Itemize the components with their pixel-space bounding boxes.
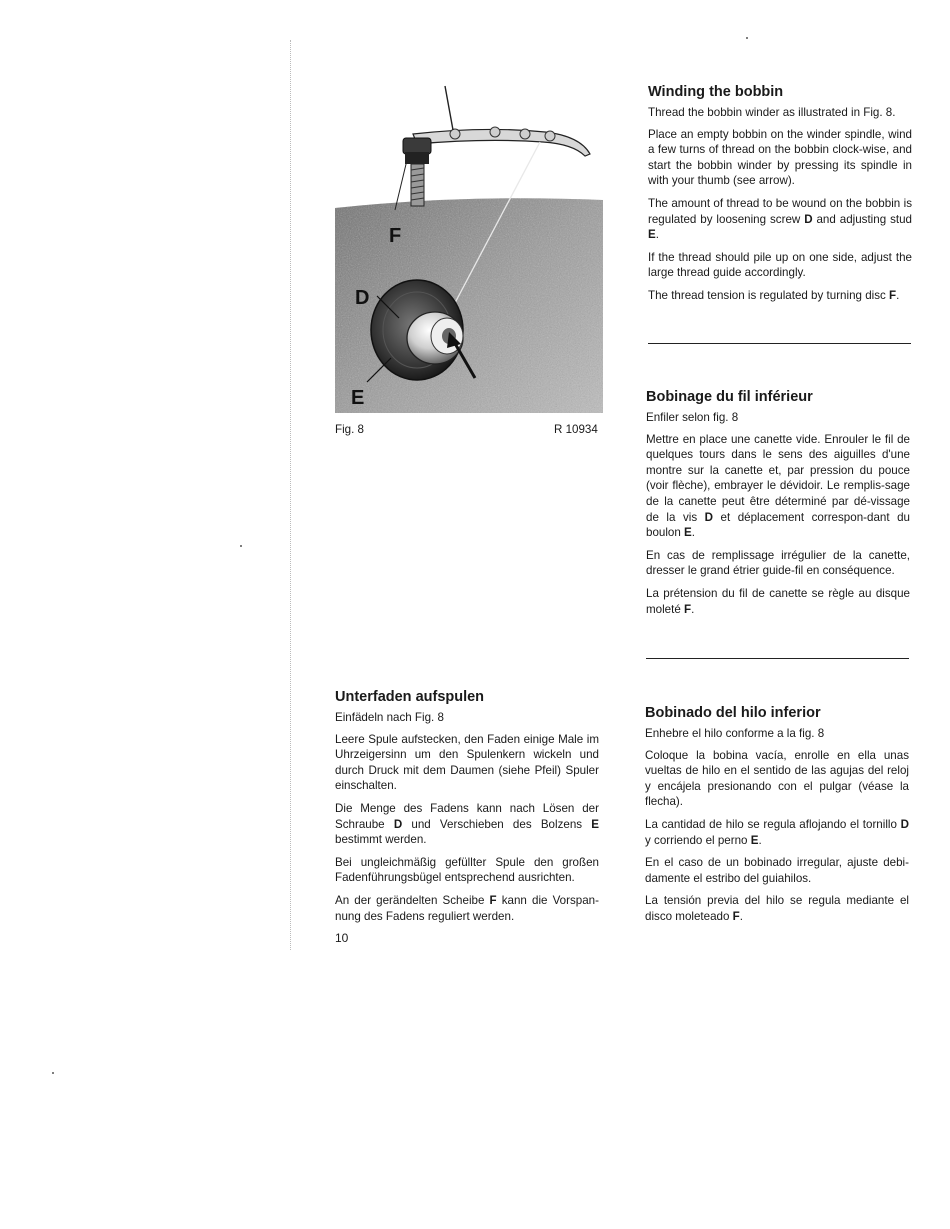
- paragraph: Enfiler selon fig. 8: [646, 411, 739, 424]
- section-divider: [646, 658, 909, 659]
- section-french: [646, 388, 910, 624]
- label-d: D: [355, 287, 370, 309]
- section-title: Unterfaden aufspulen: [335, 689, 485, 705]
- paragraph: La prétension du fil de canette se règle au disque moleté F.: [646, 586, 910, 616]
- knurled-cap: [403, 138, 431, 154]
- section-title: Winding the bobbin: [648, 84, 784, 100]
- bobbin-winder-photo: [335, 82, 603, 413]
- section-title: Bobinage du fil inférieur: [646, 389, 813, 405]
- paragraph: An der gerändelten Scheibe F kann die Vorspan-nung des Fadens reguliert werden.: [335, 893, 599, 923]
- paragraph: Thread the bobbin winder as illustrated in Fig. 8.: [648, 106, 896, 119]
- paragraph: The amount of thread to be wound on the bobbin is regulated by loosening screw D and adjusting stud E.: [648, 196, 912, 242]
- thread-guide-arm: [413, 129, 590, 156]
- figure-reference: R 10934: [554, 423, 598, 436]
- section-title: Bobinado del hilo inferior: [645, 705, 821, 721]
- paragraph: En cas de remplissage irrégulier de la canette, dresser le grand étrier guide-fil en conséquence.: [646, 548, 910, 578]
- paragraph: Die Menge des Fadens kann nach Lösen der Schraube D und Verschieben des Bolzens E bestimmt werden.: [335, 801, 599, 847]
- label-f: F: [389, 225, 402, 247]
- paragraph: Leere Spule aufstecken, den Faden einige Male im Uhrzeigersinn um den Spulenkern wickeln und durch Druck mit dem Daumen (siehe Pfeil) Spuler einschalten.: [335, 732, 599, 793]
- paragraph: If the thread should pile up on one side, adjust the large thread guide accordingly.: [648, 250, 912, 280]
- page-number: 10: [335, 931, 349, 945]
- label-e: E: [351, 387, 365, 409]
- paragraph: Einfädeln nach Fig. 8: [335, 711, 444, 724]
- paragraph: Enhebre el hilo conforme a la fig. 8: [645, 727, 825, 740]
- paragraph: Bei ungleichmäßig gefüllter Spule den großen Fadenführungsbügel entsprechend ausrichten.: [335, 855, 599, 885]
- paragraph: En el caso de un bobinado irregular, ajuste debi-damente el estribo del guiahilos.: [645, 856, 909, 885]
- paragraph: Mettre en place une canette vide. Enrouler le fil de quelques tours dans le sens des aiguilles d'une montre sur la canette et, par pression du pouce (voir flèche), embrayer le dévidoir. Le remplis-sage de la canette peut être déterminé par dé-vissage de la vis D et déplacement correspon-dant du boulon E.: [646, 432, 910, 540]
- paragraph: The thread tension is regulated by turning disc F.: [648, 288, 900, 302]
- paragraph: La cantidad de hilo se regula aflojando el tornillo D y corriendo el perno E.: [645, 817, 909, 847]
- scan-margin-line: [290, 40, 291, 950]
- scan-speck: [240, 545, 242, 547]
- paragraph: Coloque la bobina vacía, enrolle en ella unas vueltas de hilo en el sentido de las agujas del reloj y encájela presionando con el pulgar (véase la flecha).: [645, 748, 909, 809]
- section-english: [648, 83, 912, 311]
- section-divider: [648, 343, 911, 344]
- scan-speck: [746, 37, 748, 39]
- scan-speck: [52, 1072, 54, 1074]
- paragraph: La tensión previa del hilo se regula mediante el disco moleteado F.: [645, 894, 909, 923]
- section-german: [335, 688, 599, 931]
- paragraph: Place an empty bobbin on the winder spindle, wind a few turns of thread on the bobbin clock-wise, and start the bobbin winder by pressing its spindle in with your thumb (see arrow).: [648, 127, 912, 188]
- figure-caption: Fig. 8: [335, 423, 364, 436]
- section-spanish: [645, 704, 909, 932]
- thread-line: [445, 86, 453, 130]
